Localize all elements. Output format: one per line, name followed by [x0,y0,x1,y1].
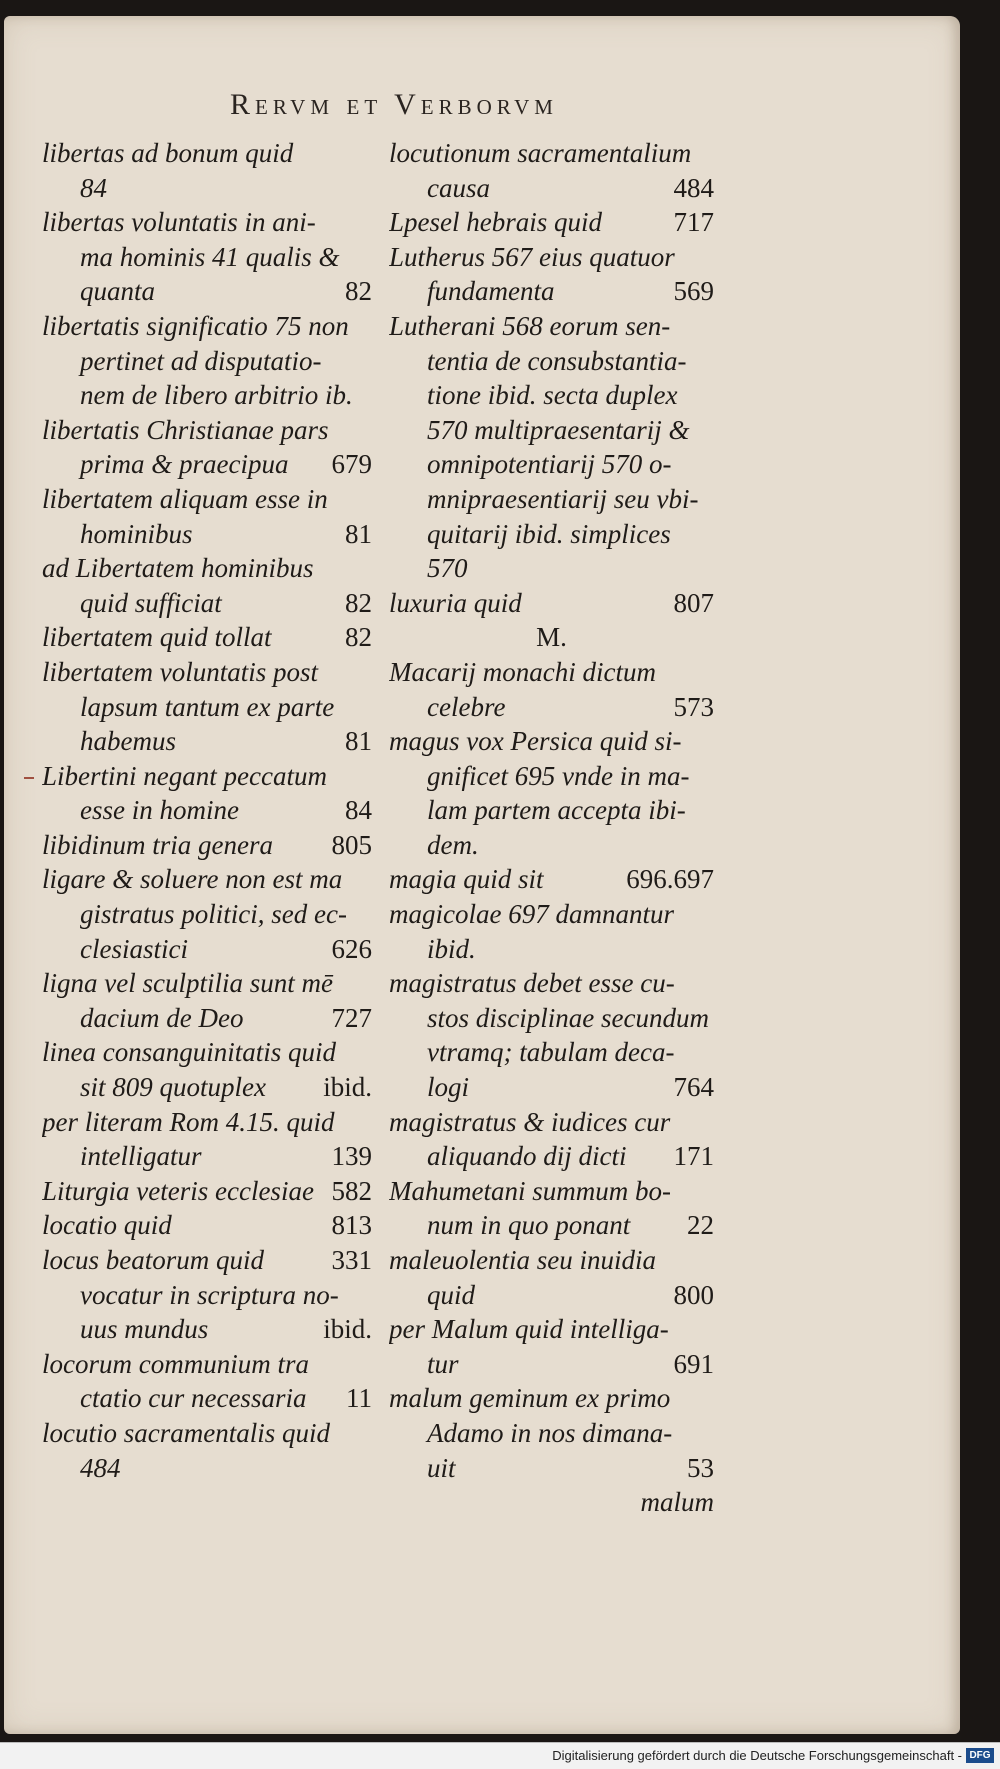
index-entry-line [389,1381,714,1416]
entry-text: aliquando dij dicti [427,1141,627,1172]
index-entry-line [389,966,714,1001]
page-reference: 139 [331,1141,372,1172]
index-entry-line [389,551,714,586]
entry-text: habemus [80,726,176,757]
entry-text: quanta [80,276,156,307]
page-reference: 696.697 [626,864,714,895]
page-reference: 807 [673,587,714,618]
index-entry-line [42,620,372,655]
entry-text: ibid. [427,933,476,964]
entry-text: magicolae 697 damnantur [389,899,674,930]
page-reference: 53 [687,1452,714,1483]
index-entry-line [42,655,372,690]
index-entry-line [42,1035,372,1070]
entry-text: Lpesel hebrais quid [389,207,602,238]
page-reference: 691 [673,1348,714,1379]
index-entry-line [389,378,714,413]
index-entry-line [389,620,714,655]
entry-text: prima & praecipua [80,449,289,480]
index-entry-line [42,1381,372,1416]
entry-text: vocatur in scriptura no- [80,1279,339,1310]
entry-text: fundamenta [427,276,555,307]
index-entry-line [389,1139,714,1174]
page-reference: 484 [673,172,714,203]
index-entry-line [389,413,714,448]
dfg-logo: DFG [966,1748,994,1763]
entry-text: quid [427,1279,476,1310]
index-entry-line [389,828,714,863]
index-entry-line [389,171,714,206]
page-reference: 582 [331,1175,372,1206]
entry-text: ma hominis 41 qualis & [80,241,340,272]
entry-text: locatio quid [42,1210,172,1241]
page-reference: 569 [673,276,714,307]
index-entry-line [389,793,714,828]
entry-text: ctatio cur necessaria [80,1383,307,1414]
page-reference: 626 [331,933,372,964]
index-entry-line [389,309,714,344]
index-entry-line [42,586,372,621]
index-entry-line [389,1174,714,1209]
entry-text: M. [536,622,567,653]
index-entry-line [389,240,714,275]
entry-text: ligna vel sculptilia sunt mē [42,968,333,999]
page-reference: ibid. [323,1072,372,1103]
index-entry-line [389,344,714,379]
index-entry-line [42,205,372,240]
index-entry-line [42,1347,372,1382]
entry-text: libertas voluntatis in ani- [42,207,316,238]
index-entry-line [389,136,714,171]
entry-text: mnipraesentiarij seu vbi- [427,483,699,514]
entry-text: per Malum quid intelliga- [389,1314,669,1345]
entry-text: magus vox Persica quid si- [389,726,682,757]
page-reference: 805 [331,829,372,860]
index-entry-line [389,1278,714,1313]
entry-text: Mahumetani summum bo- [389,1175,671,1206]
entry-text: uit [427,1452,456,1483]
index-entry-line [42,862,372,897]
index-entry-line [42,274,372,309]
page-reference: 679 [331,449,372,480]
entry-text: locutionum sacramentalium [389,138,692,168]
funding-credit: Digitalisierung gefördert durch die Deutsche Forschungsgemeinschaft - [552,1748,962,1763]
entry-text: magistratus & iudices cur [389,1106,671,1137]
index-entry-line [42,413,372,448]
index-entry-line [42,724,372,759]
entry-text: uus mundus [80,1314,209,1345]
index-entry-line [389,932,714,967]
page-reference: 717 [673,207,714,238]
page-reference: 764 [673,1072,714,1103]
index-entry-line [42,759,372,794]
entry-text: omnipotentiarij 570 o- [427,449,672,480]
entry-text: libertas ad bonum quid [42,138,294,168]
entry-text: locus beatorum quid [42,1245,264,1275]
index-entry-line [42,1416,372,1451]
entry-text: esse in homine [80,795,239,826]
index-entry-line [42,1001,372,1036]
index-entry-line [42,344,372,379]
entry-text: malum [640,1487,714,1518]
entry-text: Adamo in nos dimana- [427,1417,673,1448]
entry-text: linea consanguinitatis quid [42,1037,336,1068]
index-entry-line [42,897,372,932]
entry-text: intelligatur [80,1141,202,1172]
page-reference: 727 [331,1002,372,1033]
index-entry-line [42,171,372,206]
page-reference: 82 [345,622,372,653]
entry-text: maleuolentia seu inuidia [389,1245,656,1275]
index-entry-line [389,274,714,309]
index-entry-line [42,136,372,171]
entry-text: 484 [80,1452,121,1483]
index-entry-line [42,240,372,275]
index-entry-line [389,1243,714,1278]
entry-text: tione ibid. secta duplex [427,380,678,411]
index-entry-line [389,655,714,690]
entry-text: celebre [427,691,506,722]
entry-text: 84 [80,172,107,203]
index-entry-line [42,447,372,482]
entry-text: gnificet 695 vnde in ma- [427,760,690,791]
entry-text: Lutherani 568 eorum sen- [389,310,671,341]
entry-text: magia quid sit [389,864,544,895]
entry-text: Macarij monachi dictum [389,656,656,687]
index-entry-line [42,1174,372,1209]
index-entry-line [389,1070,714,1105]
index-column-right [389,136,714,1520]
entry-text: malum geminum ex primo [389,1383,671,1414]
index-entry-line [42,932,372,967]
entry-text: dem. [427,829,479,860]
index-entry-line [42,793,372,828]
page-reference: 813 [331,1210,372,1241]
entry-text: vtramq; tabulam deca- [427,1037,675,1068]
entry-text: ad Libertatem hominibus [42,553,314,584]
margin-mark [24,777,34,779]
index-entry-line [42,517,372,552]
index-entry-line [42,1451,372,1486]
entry-text: logi [427,1072,470,1103]
index-entry-line [42,1139,372,1174]
page-reference: 331 [331,1245,372,1275]
index-entry-line [389,690,714,725]
index-entry-line [42,1312,372,1347]
index-entry-line [389,1312,714,1347]
index-entry-line [389,205,714,240]
entry-text: ligare & soluere non est ma [42,864,343,895]
entry-text: libertatis significatio 75 non [42,310,349,341]
entry-text: libertatem voluntatis post [42,656,318,687]
index-entry-line [389,1485,714,1520]
book-page [4,16,960,1734]
entry-text: libidinum tria genera [42,829,273,860]
entry-text: stos disciplinae secundum [427,1002,709,1033]
index-entry-line [42,966,372,1001]
index-entry-line [389,1451,714,1486]
entry-text: locutio sacramentalis quid [42,1417,330,1448]
entry-text: locorum communium tra [42,1348,309,1379]
entry-text: tentia de consubstantia- [427,345,687,376]
entry-text: tur [427,1348,459,1379]
index-entry-line [389,1208,714,1243]
index-entry-line [42,482,372,517]
entry-text: libertatem aliquam esse in [42,483,328,514]
index-entry-line [389,517,714,552]
index-entry-line [389,1347,714,1382]
index-entry-line [389,897,714,932]
entry-text: gistratus politici, sed ec- [80,899,347,930]
index-entry-line [389,1105,714,1140]
entry-text: sit 809 quotuplex [80,1072,266,1103]
entry-text: causa [427,172,490,203]
page-reference: 11 [346,1383,372,1414]
entry-text: lapsum tantum ex parte [80,691,335,722]
entry-text: dacium de Deo [80,1002,244,1033]
index-entry-line [389,759,714,794]
entry-text: luxuria quid [389,587,522,618]
entry-text: 570 [427,553,468,584]
entry-text: 570 multipraesentarij & [427,414,690,445]
index-entry-line [42,690,372,725]
index-entry-line [389,862,714,897]
entry-text: pertinet ad disputatio- [80,345,322,376]
entry-text: quitarij ibid. simplices [427,518,671,549]
index-entry-line [42,828,372,863]
index-entry-line [42,551,372,586]
index-entry-line [389,447,714,482]
page-reference: 573 [673,691,714,722]
entry-text: lam partem accepta ibi- [427,795,686,826]
page-reference: ibid. [323,1314,372,1345]
page-reference: 22 [687,1210,714,1241]
page-reference: 82 [345,276,372,307]
entry-text: libertatis Christianae pars [42,414,329,445]
entry-text: per literam Rom 4.15. quid [42,1106,335,1137]
index-entry-line [389,586,714,621]
entry-text: Libertini negant peccatum [42,760,327,791]
index-entry-line [42,1105,372,1140]
index-entry-line [389,1001,714,1036]
index-entry-line [42,1243,372,1278]
page-reference: 82 [345,587,372,618]
index-entry-line [389,482,714,517]
page-reference: 84 [345,795,372,826]
page-reference: 800 [673,1279,714,1310]
index-entry-line [389,1035,714,1070]
index-entry-line [389,724,714,759]
entry-text: Lutherus 567 eius quatuor [389,241,675,272]
index-entry-line [42,1278,372,1313]
entry-text: num in quo ponant [427,1210,631,1241]
page-reference: 81 [345,726,372,757]
entry-text: clesiastici [80,933,188,964]
footer-bar [0,1742,1000,1769]
index-entry-line [42,309,372,344]
index-entry-line [42,1208,372,1243]
page-reference: 171 [673,1141,714,1172]
entry-text: hominibus [80,518,193,549]
index-entry-line [42,378,372,413]
entry-text: Liturgia veteris ecclesiae [42,1175,314,1206]
page-reference: 81 [345,518,372,549]
index-entry-line [42,1070,372,1105]
entry-text: libertatem quid tollat [42,622,272,653]
entry-text: nem de libero arbitrio ib. [80,380,353,411]
entry-text: magistratus debet esse cu- [389,968,675,999]
running-header: Rervm et Verborvm [230,88,558,121]
index-entry-line [389,1416,714,1451]
entry-text: quid sufficiat [80,587,222,618]
index-column-left [42,136,372,1485]
